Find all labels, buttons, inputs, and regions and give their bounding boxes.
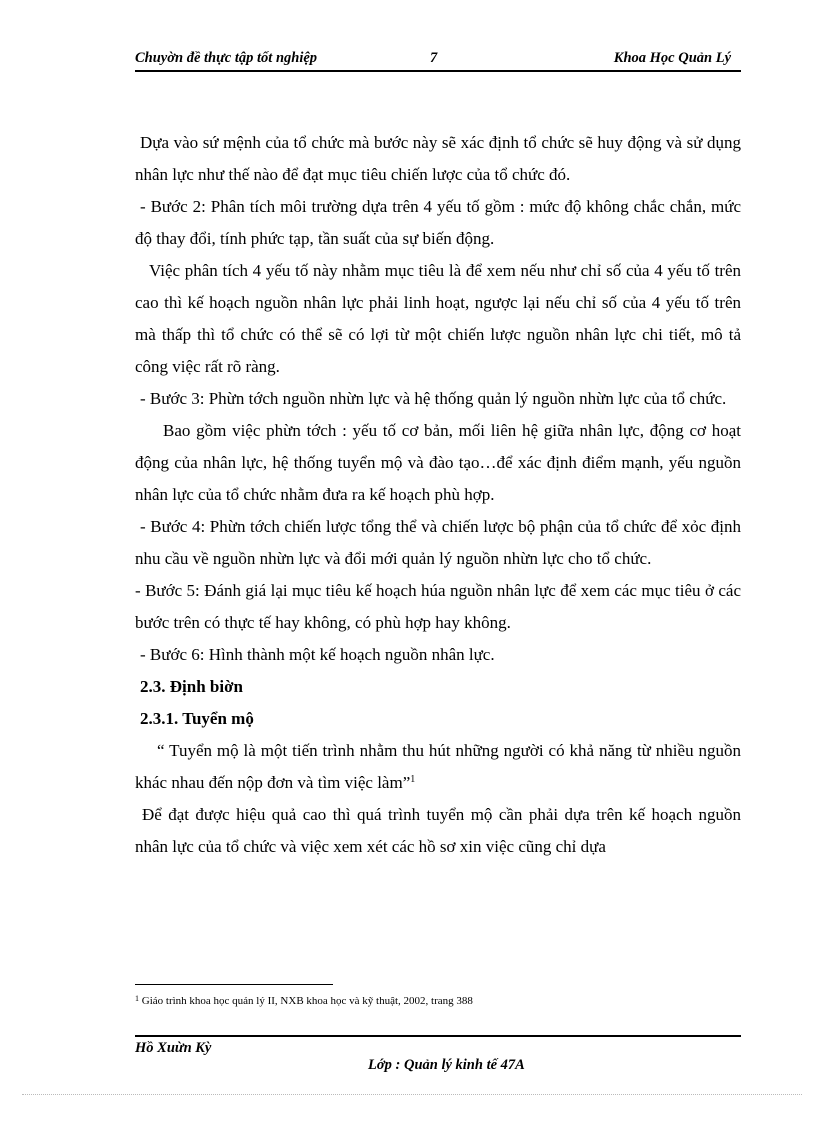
step-3-item: - Bước 3: Phừn tớch nguồn nhừn lực và hệ thống quản lý nguồn nhừn lực của tổ chức. <box>140 389 727 408</box>
page-number: 7 <box>430 50 438 66</box>
step-6-item: - Bước 6: Hình thành một kế hoạch nguồn nhân lực. <box>140 645 495 664</box>
page-edge <box>22 1094 802 1095</box>
footnote-marker: 1 <box>135 994 139 1003</box>
step-5-item: - Bước 5: Đánh giá lại mục tiêu kế hoạch húa nguồn nhân lực để xem các mục tiêu ở các bước trên có thực tế hay không, có phù hợp hay không. <box>135 581 741 632</box>
document-body <box>135 127 741 863</box>
subsection-heading: 2.3.1. Tuyển mộ <box>140 709 254 728</box>
paragraph: Dựa vào sứ mệnh của tổ chức mà bước này sẽ xác định tổ chức sẽ huy động và sử dụng nhân lực như thế nào để đạt mục tiêu chiến lược của tổ chức đó. <box>135 133 741 184</box>
paragraph: Bao gồm việc phừn tớch : yếu tố cơ bản, mối liên hệ giữa nhân lực, động cơ hoạt động của nhân lực, hệ thống tuyển mộ và đào tạo…để xác định điểm mạnh, yếu nguồn nhân lực của tổ chức nhằm đưa ra kế hoạch phù hợp. <box>135 421 741 504</box>
step-2-item: - Bước 2: Phân tích môi trường dựa trên 4 yếu tố gồm : mức độ không chắc chắn, mức độ thay đổi, tính phức tạp, tần suất của sự biến động. <box>135 197 741 248</box>
footer-author: Hồ Xuừn Kỳ <box>135 1040 212 1056</box>
footer-divider <box>135 1035 741 1037</box>
section-heading: 2.3. Định biờn <box>140 677 243 696</box>
footnote-separator <box>135 984 333 985</box>
footnote-text: Giáo trình khoa học quản lý II, NXB khoa học và kỹ thuật, 2002, trang 388 <box>139 995 473 1007</box>
quote-paragraph: “ Tuyển mộ là một tiến trình nhằm thu hút những người có khả năng từ nhiều nguồn khác nhau đến nộp đơn và tìm việc làm”$^1$ <box>135 741 741 792</box>
paragraph: Việc phân tích 4 yếu tố này nhằm mục tiêu là để xem nếu như chỉ số của 4 yếu tố trên cao thì kế hoạch nguồn nhân lực phải linh hoạt, ngược lại nếu chỉ số của 4 yếu tố trên mà thấp thì tổ chức có thể sẽ có lợi từ một chiến lược nguồn nhân lực chi tiết, mô tả công việc rất rõ ràng. <box>135 261 741 376</box>
header-faculty: Khoa Học Quản Lý <box>613 50 731 66</box>
header-title: Chuyờn đề thực tập tốt nghiệp <box>135 50 318 66</box>
step-4-item: - Bước 4: Phừn tớch chiến lược tổng thể và chiến lược bộ phận của tổ chức để xỏc định nhu cầu về nguồn nhừn lực và đổi mới quản lý nguồn nhừn lực cho tổ chức. <box>135 517 741 568</box>
page-header <box>135 48 741 72</box>
footer-class: Lớp : Quản lý kinh tế 47A <box>368 1057 525 1073</box>
paragraph: Để đạt được hiệu quả cao thì quá trình tuyển mộ cần phải dựa trên kế hoạch nguồn nhân lực của tổ chức và việc xem xét các hồ sơ xin việc cũng chỉ dựa <box>135 805 741 856</box>
footnote-ref: 1 <box>410 774 416 785</box>
footnote <box>135 995 473 1007</box>
